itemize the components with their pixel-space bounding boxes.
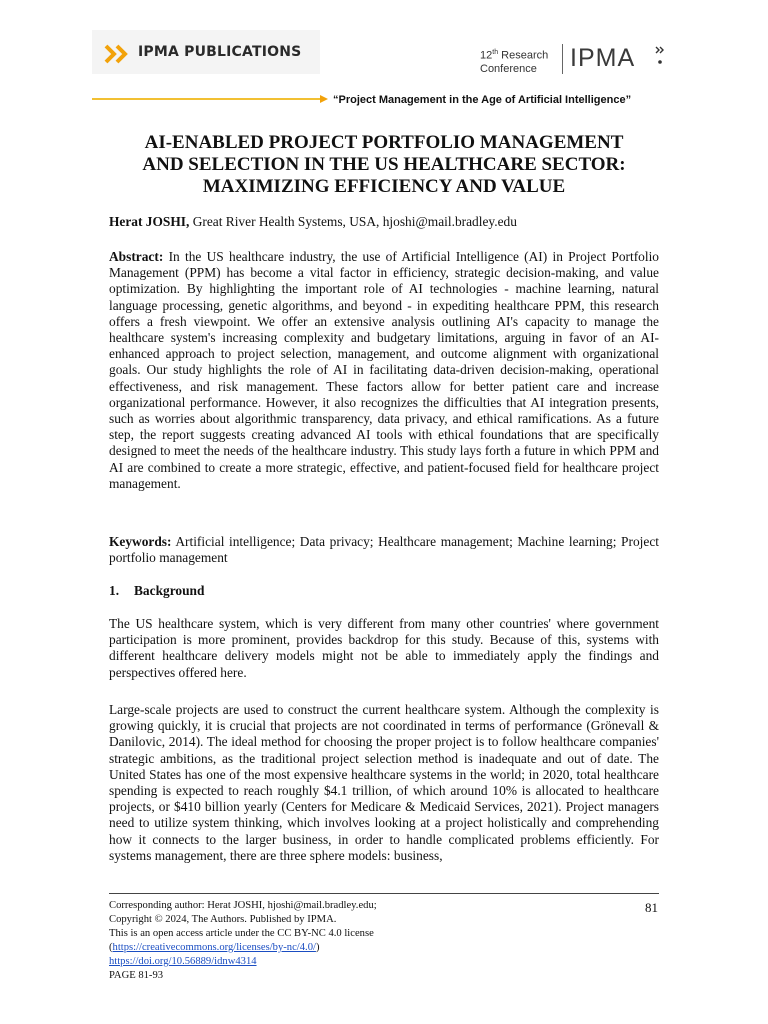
- footnote-block: [109, 899, 559, 983]
- header-rule: [92, 98, 324, 100]
- arrow-right-icon: [320, 95, 328, 103]
- author-affiliation: Great River Health Systems, USA, hjoshi@mail.bradley.edu: [189, 214, 517, 229]
- doi-link[interactable]: https://doi.org/10.56889/idnw4314: [109, 956, 257, 967]
- section-number: 1.: [109, 583, 120, 598]
- conference-theme: “Project Management in the Age of Artificial Intelligence”: [333, 94, 632, 106]
- title-line: MAXIMIZING EFFICIENCY AND VALUE: [202, 176, 566, 197]
- abstract-label: Abstract:: [109, 249, 164, 264]
- conference-badge: [480, 46, 548, 76]
- section-heading: [109, 583, 204, 599]
- paren-open: (: [109, 942, 113, 953]
- page-number: 81: [645, 900, 658, 915]
- paper-title: [100, 132, 668, 198]
- conference-line1: Research: [498, 49, 549, 62]
- conference-ordinal: 12: [480, 49, 493, 62]
- corresponding-author: Corresponding author: Herat JOSHI, hjoshi@mail.bradley.edu;: [109, 900, 377, 911]
- org-logo-mark-icon: [655, 44, 669, 66]
- paren-close: ): [315, 942, 320, 953]
- abstract: [109, 249, 659, 492]
- keywords-text: Artificial intelligence; Data privacy; Healthcare management; Machine learning; Project portfolio management: [109, 534, 659, 566]
- author-name: Herat JOSHI,: [109, 214, 190, 229]
- doi-line: [109, 955, 559, 969]
- author-line: [109, 214, 659, 230]
- footer-rule: [109, 893, 659, 894]
- license-link-line: [109, 941, 559, 955]
- body-paragraph: The US healthcare system, which is very different from many other countries' where government participation is more prominent, provides backdrop for this study. Because of this, systems with different healthcare delivery models might not be able to immediately apply the findings and perspectives offered here.: [109, 616, 659, 680]
- page-range: PAGE 81-93: [109, 970, 164, 981]
- body-paragraph: Large-scale projects are used to construct the current healthcare system. Although the complexity is growing quickly, it is crucial that projects are not coordinated in terms of performance (Grönevall & Danilovic, 2014). The ideal method for choosing the proper project is to follow healthcare companies' strategic ambitions, as the traditional project selection method is inadequate and out of date. The United States has one of the most expensive healthcare systems in the world; in 2020, total healthcare spending is expected to reach roughly $4.1 trillion, of which around 10% is allocated to healthcare projects, or $410 billion yearly (Centers for Medicare & Medicaid Services, 2021). Project managers need to utilize system thinking, which involves looking at a project holistically and comprehending how it connects to the larger business, in order to handle complicated problems efficiently. For systems management, there are three sphere models: business,: [109, 702, 659, 863]
- title-line: AI-ENABLED PROJECT PORTFOLIO MANAGEMENT: [144, 132, 624, 153]
- conference-line2: Conference: [480, 62, 537, 75]
- publisher-name: IPMA PUBLICATIONS: [138, 44, 302, 60]
- copyright-line: Copyright © 2024, The Authors. Published by IPMA.: [109, 914, 337, 925]
- chevrons-logo-icon: [104, 43, 134, 65]
- conference-ordinal-suffix: th: [492, 49, 499, 56]
- header-divider: [562, 44, 563, 74]
- section-title: Background: [134, 583, 205, 598]
- org-logo-text: IPMA: [570, 44, 636, 72]
- license-line: This is an open access article under the CC BY-NC 4.0 license: [109, 928, 374, 939]
- keywords-label: Keywords:: [109, 534, 172, 549]
- keywords: [109, 534, 659, 566]
- license-link[interactable]: https://creativecommons.org/licenses/by-nc/4.0/: [112, 942, 316, 953]
- abstract-text: In the US healthcare industry, the use of Artificial Intelligence (AI) in Project Portfolio Management (PPM) has become a vital factor in efficiency, strategic decision-making, and value optimization. By highlighting the important role of AI technologies - machine learning, natural language processing, genetic algorithms, and beyond - in expediting healthcare PPM, this research offers a fresh viewpoint. We offer an extensive analysis outlining AI's capacity to manage the healthcare system's increasing complexity and budgetary limitations, arguing in favor of an AI-enhanced approach to project selection, management, and outcome alignment with organizational goals. Our study highlights the role of AI in facilitating data-driven decision-making, operational effectiveness, and risk management. These factors allow for better patient care and increase organizational performance. However, it also recognizes the difficulties that AI integration presents, such as worries about algorithmic transparency, data privacy, and ethical ramifications. As a future step, the report suggests creating advanced AI tools with ethical foundations that are specifically designed to meet the needs of the healthcare industry. This study lays forth a future in which PPM and AI are combined to create a more strategic, effective, and patient-focused field for healthcare project management.: [109, 249, 659, 491]
- title-line: AND SELECTION IN THE US HEALTHCARE SECTOR:: [142, 154, 626, 175]
